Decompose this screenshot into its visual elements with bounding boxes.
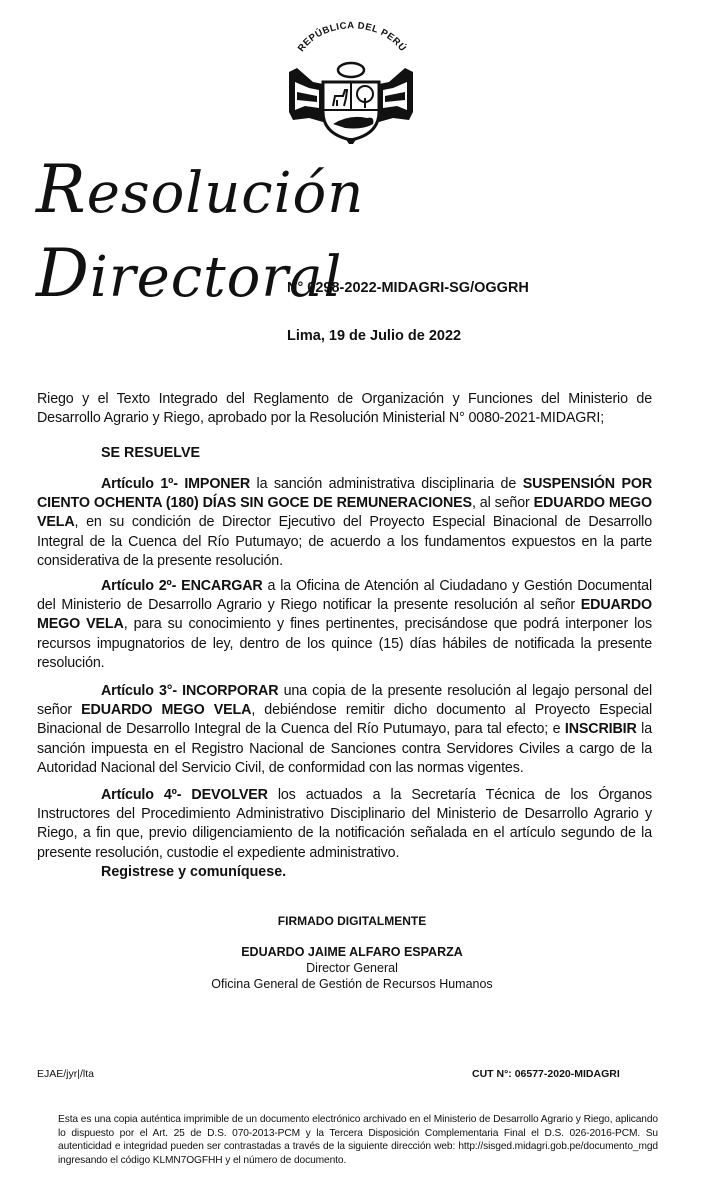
article-4-text-1: los actuados a la Secretaría Técnica de los Órganos Instructores del Procedimiento Administrativo Disciplinario del Ministerio de Desarrollo Agrario y Riego, a fin que, previo diligenciamiento de la notificación señalada en el artículo segundo de la presente resolución, custodie el expediente administrativo.: [37, 787, 652, 861]
svg-text:REPÚBLICA DEL PERÚ: [296, 20, 409, 54]
article-2-text-1: a la Oficina de Atención al Ciudadano y Gestión Documental del Ministerio de Desarrollo Agrario y Riego notificar la presente resolución al señor: [37, 578, 652, 614]
article-3-text-1: una copia de la presente resolución al legajo personal del señor: [37, 683, 652, 719]
closing-formula: Registrese y comuníquese.: [101, 864, 287, 880]
peru-coat-of-arms-emblem: [283, 12, 419, 144]
digitally-signed-label: FIRMADO DIGITALMENTE: [277, 914, 427, 928]
article-1-sanction: SUSPENSIÓN POR CIENTO OCHENTA (180) DÍAS SIN GOCE DE REMUNERACIONES: [37, 476, 652, 512]
title-initial-d: D: [36, 235, 90, 312]
article-2-label: Artículo 2º- ENCARGAR: [101, 578, 263, 594]
article-1-text-2: , al señor: [471, 495, 534, 512]
article-1-text-1: la sanción administrativa disciplinaria de: [250, 476, 523, 492]
signer-name: EDUARDO JAIME ALFARO ESPARZA: [241, 945, 463, 959]
se-resuelve-heading: SE RESUELVE: [101, 445, 201, 461]
title-initial-r: R: [36, 151, 87, 228]
article-4: [37, 786, 652, 863]
article-4-label: Artículo 4º- DEVOLVER: [101, 787, 268, 803]
emblem-text: REPÚBLICA DEL PERÚ: [295, 20, 409, 54]
article-1: [37, 475, 652, 571]
article-3: [37, 682, 652, 778]
article-1-label: Artículo 1º- IMPONER: [101, 476, 251, 492]
article-1-text-3: , en su condición de Director Ejecutivo del Proyecto Especial Binacional de Desarrollo Integral de la Cuenca del Río Putumayo; de acuerdo a los fundamentos expuestos en la parte considerativa de la presente resolución.: [37, 514, 652, 569]
article-2: [37, 577, 652, 673]
title-word-2-rest: irectoral: [89, 245, 343, 310]
article-3-text-3: la sanción impuesta en el Registro Nacional de Sanciones contra Servidores Civiles a cargo de la Autoridad Nacional del Servicio Civil, de conformidad con las normas vigentes.: [37, 721, 652, 776]
intro-paragraph: Riego y el Texto Integrado del Reglamento de Organización y Funciones del Ministerio de Desarrollo Agrario y Riego, aprobado por la Resolución Ministerial N° 0080-2021-MIDAGRI;: [37, 391, 652, 427]
article-1-person: EDUARDO MEGO VELA: [37, 495, 653, 531]
article-3-label: Artículo 3°- INCORPORAR: [101, 683, 279, 699]
signer-office: Oficina General de Gestión de Recursos Humanos: [211, 977, 493, 991]
article-2-person: EDUARDO MEGO VELA: [37, 597, 652, 633]
article-2-text-2: , para su conocimiento y fines pertinentes, precisándose que podrá interponer los recursos impugnatorios de ley, dentro de los quince (15) días hábiles de notificada la presente resolución.: [37, 616, 652, 671]
coat-of-arms-icon: [283, 12, 419, 144]
authenticity-disclaimer: Esta es una copia auténtica imprimible de un documento electrónico archivado en el Ministerio de Desarrollo Agrario y Riego, aplicando lo dispuesto por el Art. 25 de D.S. 070-2013-PCM y la Tercera Disposición Complementaria Final el D.S. 026-2016-PCM. Su autenticidad e integridad pueden ser contrastadas a través de la siguiente dirección web: http://sisged.midagri.gob.pe/documento_mgd ingresando el código KLMN7OGFHH y el número de documento.: [58, 1114, 658, 1166]
resolution-number: N° 0298-2022-MIDAGRI-SG/OGGRH: [287, 280, 529, 296]
resolution-date: Lima, 19 de Julio de 2022: [287, 328, 462, 344]
cut-number: CUT N°: 06577-2020-MIDAGRI: [472, 1068, 620, 1080]
reference-initials: EJAE/jyr|/lta: [37, 1068, 94, 1080]
article-3-person: EDUARDO MEGO VELA: [81, 702, 252, 719]
title-word-1-rest: esolución: [86, 161, 365, 226]
signer-role: Director General: [306, 961, 398, 975]
article-3-inscribir: INSCRIBIR: [564, 721, 637, 738]
article-3-text-2: , debiéndose remitir dicho documento al Proyecto Especial Binacional de Desarrollo Integral de la Cuenca del Río Putumayo, para tal efecto; e: [37, 702, 652, 738]
